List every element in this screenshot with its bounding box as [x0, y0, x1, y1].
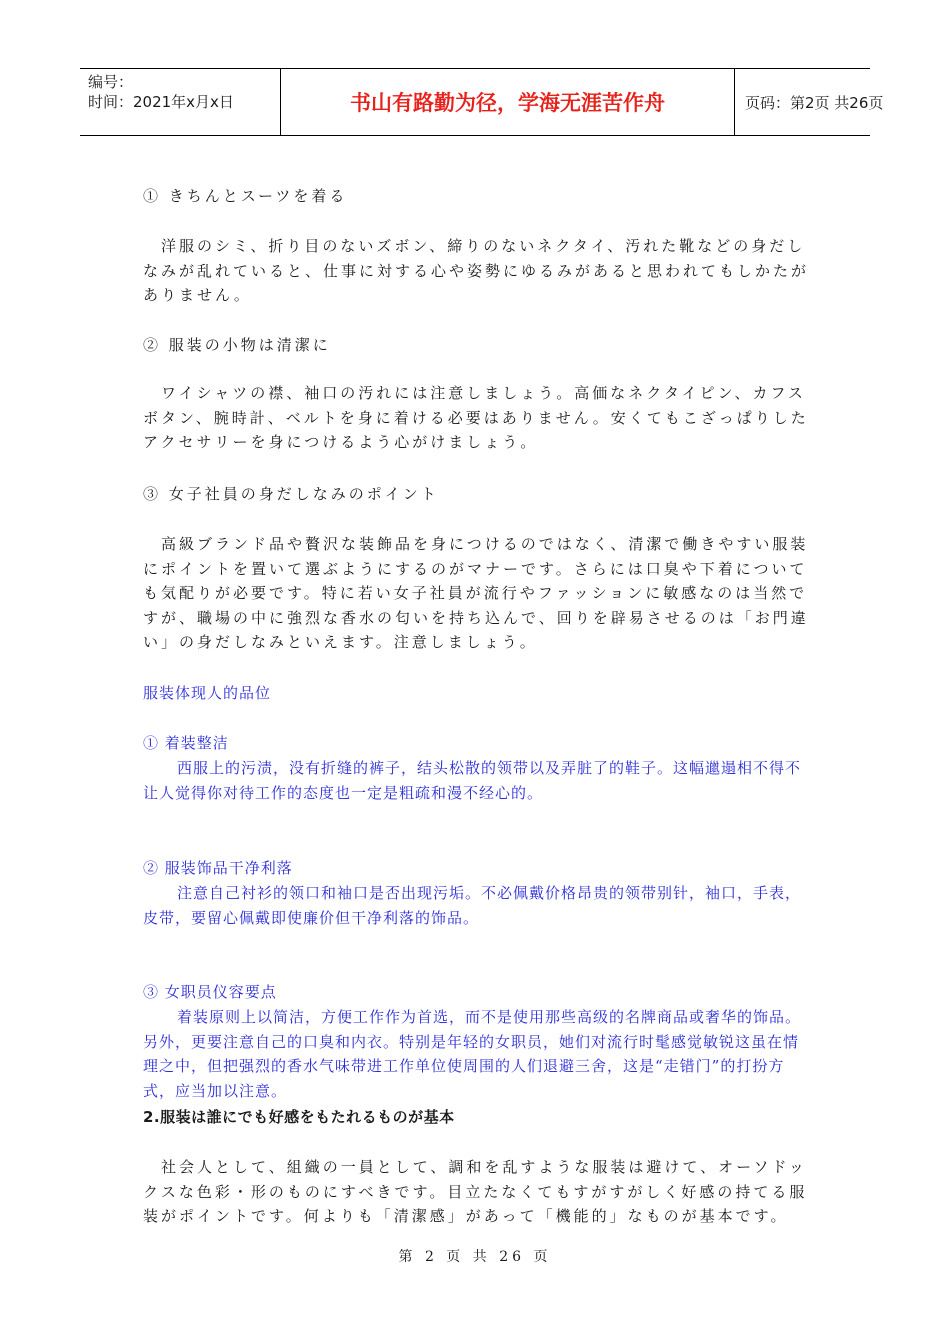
- header-table: [80, 68, 884, 136]
- jp-paragraph-1: 洋服のシミ、折り目のないズボン、締りのないネクタイ、汚れた靴などの身だしなみが乱れていると、仕事に対する心や姿勢にゆるみがあると思われてもしかたがありません。: [143, 237, 810, 304]
- section-2-paragraph: 社会人として、組織の一員として、調和を乱すような服装は避けて、オーソドックスな色彩・形のものにすべきです。目立たなくてもすがすがしく好感の持てる服装がポイントです。何よりも「清潔感」があって「機能的」なものが基本です。: [143, 1158, 808, 1225]
- cn-paragraph-3: 着装原则上以简洁，方便工作作为首选，而不是使用那些高级的名牌商品或奢华的饰品。另外，更要注意自己的口臭和内衣。特别是年轻的女职员，她们对流行时髦感觉敏锐这虽在情理之中，但把强烈的香水气味带进工作单位使周围的人们退避三舍，这是“走错门”的打扮方式，应当加以注意。: [143, 1008, 802, 1100]
- jp-heading-1: ① きちんとスーツを着る: [143, 187, 348, 205]
- cn-paragraph-2: 注意自己衬衫的领口和袖口是否出现污垢。不必佩戴价格昂贵的领带别针，袖口，手表，皮带，要留心佩戴即使廉价但干净利落的饰品。: [143, 884, 802, 927]
- section-2-heading: 2.服装は誰にでも好感をもたれるものが基本: [143, 1108, 455, 1126]
- document-number-label: 编号：: [88, 73, 134, 91]
- jp-paragraph-3: 高級ブランド品や贅沢な装飾品を身につけるのではなく、清潔で働きやすい服装にポイントを置いて選ぶようにするのがマナーです。さらには口臭や下着についても気配りが必要です。特に若い女子社員が流行やファッションに敏感なのは当然ですが、職場の中に強烈な香水の匂いを持ち込んで、回りを辟易させるのは「お門違い」の身だしなみといえます。注意しましょう。: [143, 535, 809, 651]
- jp-heading-2: ② 服装の小物は清潔に: [143, 336, 331, 354]
- cn-heading-2: ② 服装饰品干净利落: [143, 859, 293, 877]
- jp-paragraph-2: ワイシャツの襟、袖口の汚れには注意しましょう。高価なネクタイピン、カフスボタン、腕時計、ベルトを身に着ける必要はありません。安くてもこざっぱりしたアクセサリーを身につけるよう心がけましょう。: [143, 384, 809, 451]
- header-motto: 书山有路勤为径，学海无涯苦作舟: [280, 69, 735, 135]
- header-meta-cell: [80, 69, 280, 135]
- page-footer: 第 2 页 共 26 页: [398, 1249, 552, 1265]
- document-time-label: 时间：2021年x月x日: [88, 93, 234, 111]
- cn-heading-3: ③ 女职员仪容要点: [143, 983, 277, 1001]
- cn-paragraph-1: 西服上的污渍，没有折缝的裤子，结头松散的领带以及弄脏了的鞋子。这幅邋遢相不得不让人觉得你对待工作的态度也一定是粗疏和漫不经心的。: [143, 759, 802, 802]
- cn-section-title: 服装体现人的品位: [143, 684, 272, 702]
- cn-heading-1: ① 着装整洁: [143, 734, 229, 752]
- header-page-label: 页码：第2页 共26页: [745, 93, 884, 112]
- jp-heading-3: ③ 女子社員の身だしなみのポイント: [143, 485, 439, 503]
